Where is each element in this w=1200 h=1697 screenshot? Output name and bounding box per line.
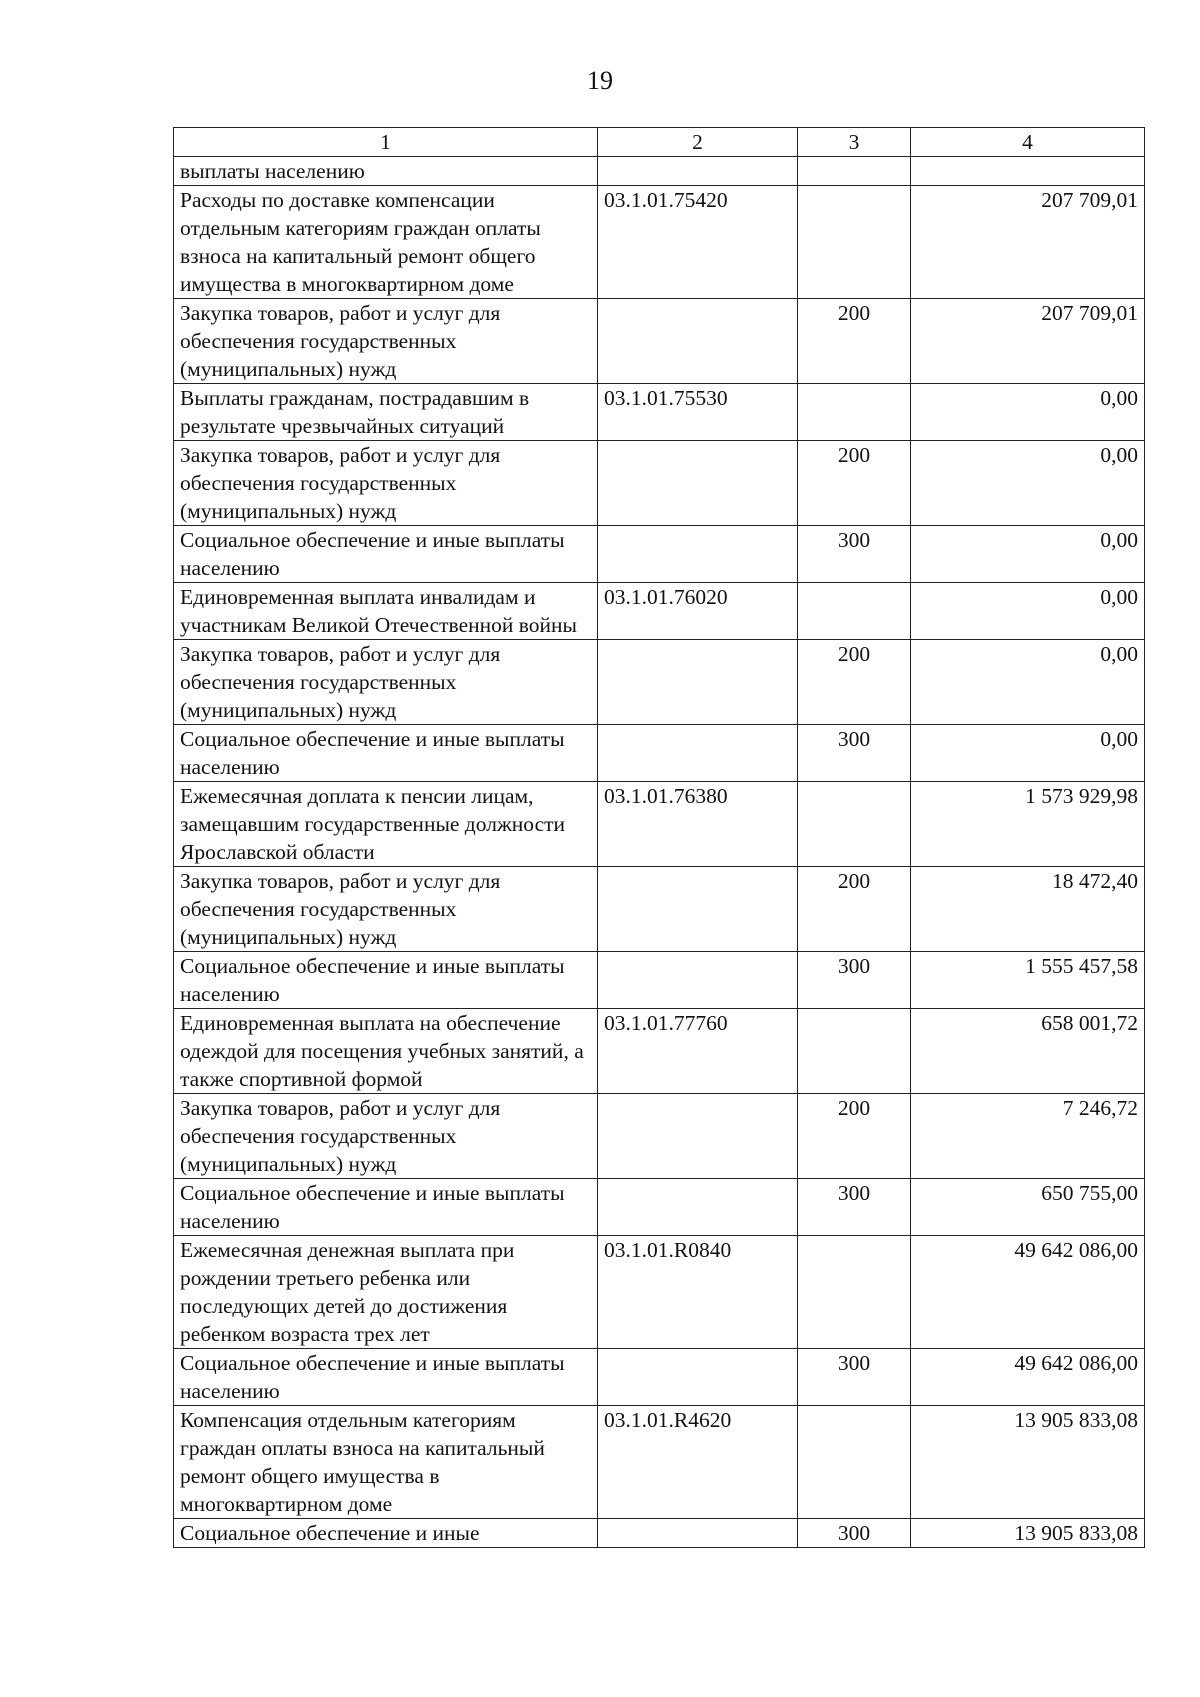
amount-cell: 0,00 xyxy=(911,640,1145,725)
table-row xyxy=(174,867,1145,952)
code-cell xyxy=(598,1519,798,1548)
amount-cell: 1 573 929,98 xyxy=(911,782,1145,867)
code-cell xyxy=(598,526,798,583)
table-row xyxy=(174,1406,1145,1519)
table-row xyxy=(174,952,1145,1009)
table-row xyxy=(174,640,1145,725)
kind-cell: 300 xyxy=(798,526,911,583)
amount-cell: 0,00 xyxy=(911,725,1145,782)
table-row xyxy=(174,186,1145,299)
kind-cell: 200 xyxy=(798,441,911,526)
amount-cell: 0,00 xyxy=(911,526,1145,583)
name-cell: Социальное обеспечение и иные выплаты населению xyxy=(174,1349,598,1406)
code-cell: 03.1.01.76020 xyxy=(598,583,798,640)
amount-cell: 0,00 xyxy=(911,384,1145,441)
table-row xyxy=(174,157,1145,186)
name-cell: Социальное обеспечение и иные выплаты населению xyxy=(174,1179,598,1236)
header-row xyxy=(174,128,1145,157)
table-row xyxy=(174,583,1145,640)
kind-cell: 200 xyxy=(798,299,911,384)
name-cell: Единовременная выплата на обеспечение одеждой для посещения учебных занятий, а также спортивной формой xyxy=(174,1009,598,1094)
name-cell: Ежемесячная денежная выплата при рождении третьего ребенка или последующих детей до достижения ребенком возраста трех лет xyxy=(174,1236,598,1349)
amount-cell: 0,00 xyxy=(911,583,1145,640)
kind-cell: 300 xyxy=(798,725,911,782)
table-body xyxy=(174,157,1145,1548)
kind-cell: 200 xyxy=(798,1094,911,1179)
name-cell: Закупка товаров, работ и услуг для обеспечения государственных (муниципальных) нужд xyxy=(174,640,598,725)
table-row xyxy=(174,1519,1145,1548)
code-cell xyxy=(598,725,798,782)
amount-cell: 49 642 086,00 xyxy=(911,1236,1145,1349)
code-cell xyxy=(598,1179,798,1236)
kind-cell: 200 xyxy=(798,867,911,952)
kind-cell xyxy=(798,1406,911,1519)
table-row xyxy=(174,1179,1145,1236)
name-cell: Социальное обеспечение и иные выплаты населению xyxy=(174,952,598,1009)
header-col-1: 1 xyxy=(174,128,598,157)
name-cell: Закупка товаров, работ и услуг для обеспечения государственных (муниципальных) нужд xyxy=(174,299,598,384)
kind-cell xyxy=(798,186,911,299)
kind-cell: 300 xyxy=(798,952,911,1009)
code-cell: 03.1.01.77760 xyxy=(598,1009,798,1094)
amount-cell: 1 555 457,58 xyxy=(911,952,1145,1009)
table-row xyxy=(174,526,1145,583)
name-cell: Закупка товаров, работ и услуг для обеспечения государственных (муниципальных) нужд xyxy=(174,1094,598,1179)
amount-cell: 650 755,00 xyxy=(911,1179,1145,1236)
amount-cell: 207 709,01 xyxy=(911,299,1145,384)
amount-cell: 0,00 xyxy=(911,441,1145,526)
amount-cell: 49 642 086,00 xyxy=(911,1349,1145,1406)
name-cell: Расходы по доставке компенсации отдельным категориям граждан оплаты взноса на капитальный ремонт общего имущества в многоквартирном доме xyxy=(174,186,598,299)
kind-cell xyxy=(798,782,911,867)
kind-cell: 300 xyxy=(798,1349,911,1406)
code-cell xyxy=(598,157,798,186)
table-row xyxy=(174,441,1145,526)
name-cell: Компенсация отдельным категориям граждан оплаты взноса на капитальный ремонт общего имущества в многоквартирном доме xyxy=(174,1406,598,1519)
code-cell: 03.1.01.R4620 xyxy=(598,1406,798,1519)
amount-cell: 7 246,72 xyxy=(911,1094,1145,1179)
table-row xyxy=(174,1094,1145,1179)
page-number: 19 xyxy=(587,66,613,95)
amount-cell: 658 001,72 xyxy=(911,1009,1145,1094)
code-cell xyxy=(598,640,798,725)
table-row xyxy=(174,1236,1145,1349)
kind-cell xyxy=(798,1009,911,1094)
kind-cell xyxy=(798,384,911,441)
kind-cell: 200 xyxy=(798,640,911,725)
name-cell: Выплаты гражданам, пострадавшим в результате чрезвычайных ситуаций xyxy=(174,384,598,441)
amount-cell: 207 709,01 xyxy=(911,186,1145,299)
kind-cell xyxy=(798,583,911,640)
code-cell: 03.1.01.76380 xyxy=(598,782,798,867)
amount-cell: 13 905 833,08 xyxy=(911,1519,1145,1548)
code-cell: 03.1.01.75420 xyxy=(598,186,798,299)
name-cell: Единовременная выплата инвалидам и участникам Великой Отечественной войны xyxy=(174,583,598,640)
table-row xyxy=(174,725,1145,782)
amount-cell: 18 472,40 xyxy=(911,867,1145,952)
budget-table xyxy=(173,127,1145,1548)
name-cell: Ежемесячная доплата к пенсии лицам, замещавшим государственные должности Ярославской области xyxy=(174,782,598,867)
name-cell: Социальное обеспечение и иные выплаты населению xyxy=(174,725,598,782)
kind-cell: 300 xyxy=(798,1519,911,1548)
table-row xyxy=(174,299,1145,384)
table-row xyxy=(174,782,1145,867)
code-cell xyxy=(598,299,798,384)
table-row xyxy=(174,1009,1145,1094)
name-cell: Закупка товаров, работ и услуг для обеспечения государственных (муниципальных) нужд xyxy=(174,867,598,952)
name-cell: Закупка товаров, работ и услуг для обеспечения государственных (муниципальных) нужд xyxy=(174,441,598,526)
header-col-4: 4 xyxy=(911,128,1145,157)
table-row xyxy=(174,384,1145,441)
table-row xyxy=(174,1349,1145,1406)
kind-cell xyxy=(798,157,911,186)
header-col-3: 3 xyxy=(798,128,911,157)
code-cell xyxy=(598,1349,798,1406)
kind-cell xyxy=(798,1236,911,1349)
name-cell: Социальное обеспечение и иные xyxy=(174,1519,598,1548)
code-cell: 03.1.01.R0840 xyxy=(598,1236,798,1349)
kind-cell: 300 xyxy=(798,1179,911,1236)
header-col-2: 2 xyxy=(598,128,798,157)
code-cell xyxy=(598,867,798,952)
code-cell: 03.1.01.75530 xyxy=(598,384,798,441)
name-cell: выплаты населению xyxy=(174,157,598,186)
table-header xyxy=(174,128,1145,157)
amount-cell xyxy=(911,157,1145,186)
name-cell: Социальное обеспечение и иные выплаты населению xyxy=(174,526,598,583)
code-cell xyxy=(598,1094,798,1179)
code-cell xyxy=(598,952,798,1009)
amount-cell: 13 905 833,08 xyxy=(911,1406,1145,1519)
code-cell xyxy=(598,441,798,526)
